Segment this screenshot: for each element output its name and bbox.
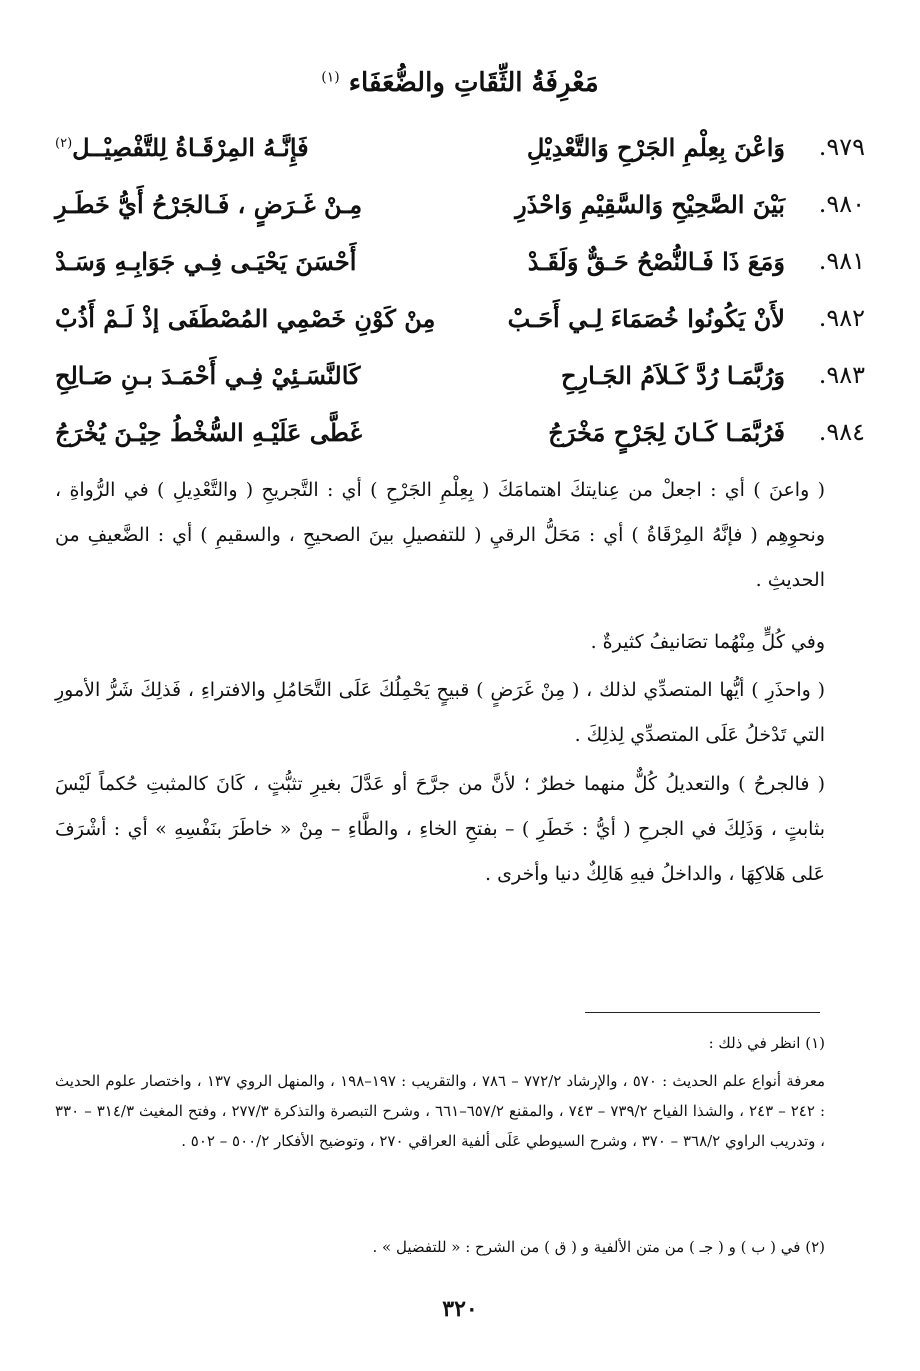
verse-line — [55, 304, 865, 344]
verse-line — [55, 247, 865, 287]
title-footnote-marker: (١) — [321, 69, 340, 86]
verse-line — [55, 361, 865, 401]
verse-first-hemistich: فَرُبَّمَـا كَـانَ لِجَرْحٍ مَخْرَجُ — [548, 418, 785, 447]
verse-line — [55, 133, 865, 173]
verse-second-hemistich-text: فَإِنَّـهُ المِرْقَـاةُ لِلتَّفْصِيْــل — [72, 133, 309, 162]
footnote-heading: (١) انظر في ذلك : — [708, 1034, 825, 1052]
footnote-second: (٢) في ( ب ) و ( جـ ) من متن الألفية و ( ق ) من الشرح : « للتفضيل » . — [372, 1238, 825, 1256]
verse-first-hemistich: بَيْنَ الصَّحِيْحِ وَالسَّقِيْمِ وَاحْذَرِ — [515, 190, 785, 219]
title-text: مَعْرِفَةُ الثِّقَاتِ والضُّعَفَاء — [348, 68, 599, 98]
page-title — [0, 68, 920, 98]
verse-number: ٩٨٤. — [818, 418, 865, 446]
verse-footnote-marker: (٢) — [55, 136, 73, 151]
verse-first-hemistich: وَاعْنَ بِعِلْمِ الجَرْحِ وَالتَّعْدِيْلِ — [526, 133, 785, 162]
verse-second-hemistich — [55, 133, 440, 162]
verse-number: ٩٨٠. — [818, 190, 865, 218]
verse-first-hemistich: لأَنْ يَكُونُوا خُصَمَاءَ لِـي أَحَـبْ — [507, 304, 785, 333]
verse-second-hemistich: مِنْ كَوْنِ خَصْمِي المُصْطَفَى إذْ لَـمْ أَذُبْ — [55, 304, 436, 333]
footnote-separator — [585, 1012, 820, 1013]
commentary-paragraph: ( واعنَ ) أي : اجعلْ من عِنايتكَ اهتمامَكَ ( بِعِلْمِ الجَرْحِ ) أي : التَّجريحِ ( والتَّعْدِيلِ ) في الرُّواةِ ، ونحوِهِم ( فإنَّهُ المِرْقَاةُ ) أي : مَحَلُّ الرقيِ ( للتفصيلِ بينَ الصحيحِ ، والسقيمِ ) أي : الضَّعيفِ من الحديثِ . — [55, 479, 825, 591]
verse-second-hemistich: غَطَّى عَلَيْـهِ السُّخْطُ حِيْـنَ يُخْرَجُ — [55, 418, 363, 447]
verse-number: ٩٨١. — [818, 247, 865, 275]
verse-second-hemistich: مِـنْ غَـرَضٍ ، فَـالجَرْحُ أَيُّ خَطَـرِ — [55, 190, 363, 219]
verse-number: ٩٧٩. — [818, 133, 865, 161]
footnote-body: معرفة أنواع علم الحديث : ٥٧٠ ، والإرشاد ٧٧٢/٢ – ٧٨٦ ، والتقريب : ١٩٧–١٩٨ ، والمنهل الروي ١٣٧ ، واختصار علوم الحديث : ٢٤٢ – ٢٤٣ ، والشذا الفياح ٧٣٩/٢ – ٧٤٣ ، والمقنع ٦٥٧/٢–٦٦١ ، وشرح التبصرة والتذكرة ٢٧٧/٣ ، وفتح المغيث ٣١٤/٣ – ٣٣٠ ، وتدريب الراوي ٣٦٨/٢ – ٣٧٠ ، وشرح السيوطي عَلَى ألفية العراقي ٢٧٠ ، وتوضيح الأفكار ٥٠٠/٢ – ٥٠٢ . — [55, 1072, 825, 1150]
verse-first-hemistich: وَمَعَ ذَا فَـالنُّصْحُ حَـقٌّ وَلَقَـدْ — [527, 247, 785, 276]
verse-second-hemistich: كَالنَّسَـئِيْ فِـي أَحْمَـدَ بـنِ صَـالِحِ — [55, 361, 361, 390]
commentary-paragraph: وفي كُلٍّ مِنْهُما تصَانيفُ كثيرةٌ . — [590, 631, 825, 653]
verse-first-hemistich: وَرُبَّمَـا رُدَّ كَـلاَمُ الجَـارِحِ — [561, 361, 785, 390]
verse-number: ٩٨٢. — [818, 304, 865, 332]
verse-number: ٩٨٣. — [818, 361, 865, 389]
commentary-paragraph: ( فالجرحُ ) والتعديلُ كُلٌّ منهما خطرٌ ؛ لأنَّ من جرَّحَ أو عَدَّلَ بغيرِ تثبُّتٍ ، كَانَ كالمثبتِ حُكماً لَيْسَ بثابتٍ ، وَذَلِكَ في الجرحِ ( أيُّ : خَطَرِ ) – بفتحِ الخاءِ ، والطَّاءِ – مِنْ « خاطَرَ بنَفْسِهِ » أي : أشْرَفَ عَلى هَلاكِهَا ، والداخلُ فيهِ هَالِكٌ دنيا وأخرى . — [55, 773, 825, 885]
verse-line — [55, 190, 865, 230]
commentary-paragraph: ( واحذَرِ ) أيُّها المتصدِّي لذلك ، ( مِنْ غَرَضٍ ) قبيحٍ يَحْمِلُكَ عَلَى التَّحَامُلِ والافتراءِ ، فَذلِكَ شَرُّ الأمورِ التي تَدْخلُ عَلَى المتصدِّي لِذلِكَ . — [55, 679, 825, 746]
verse-line — [55, 418, 865, 458]
page-number: ٣٢٠ — [442, 1296, 478, 1322]
verse-second-hemistich: أَحْسَنَ يَحْيَـى فِـي جَوَابِـهِ وَسَـدْ — [55, 247, 357, 276]
